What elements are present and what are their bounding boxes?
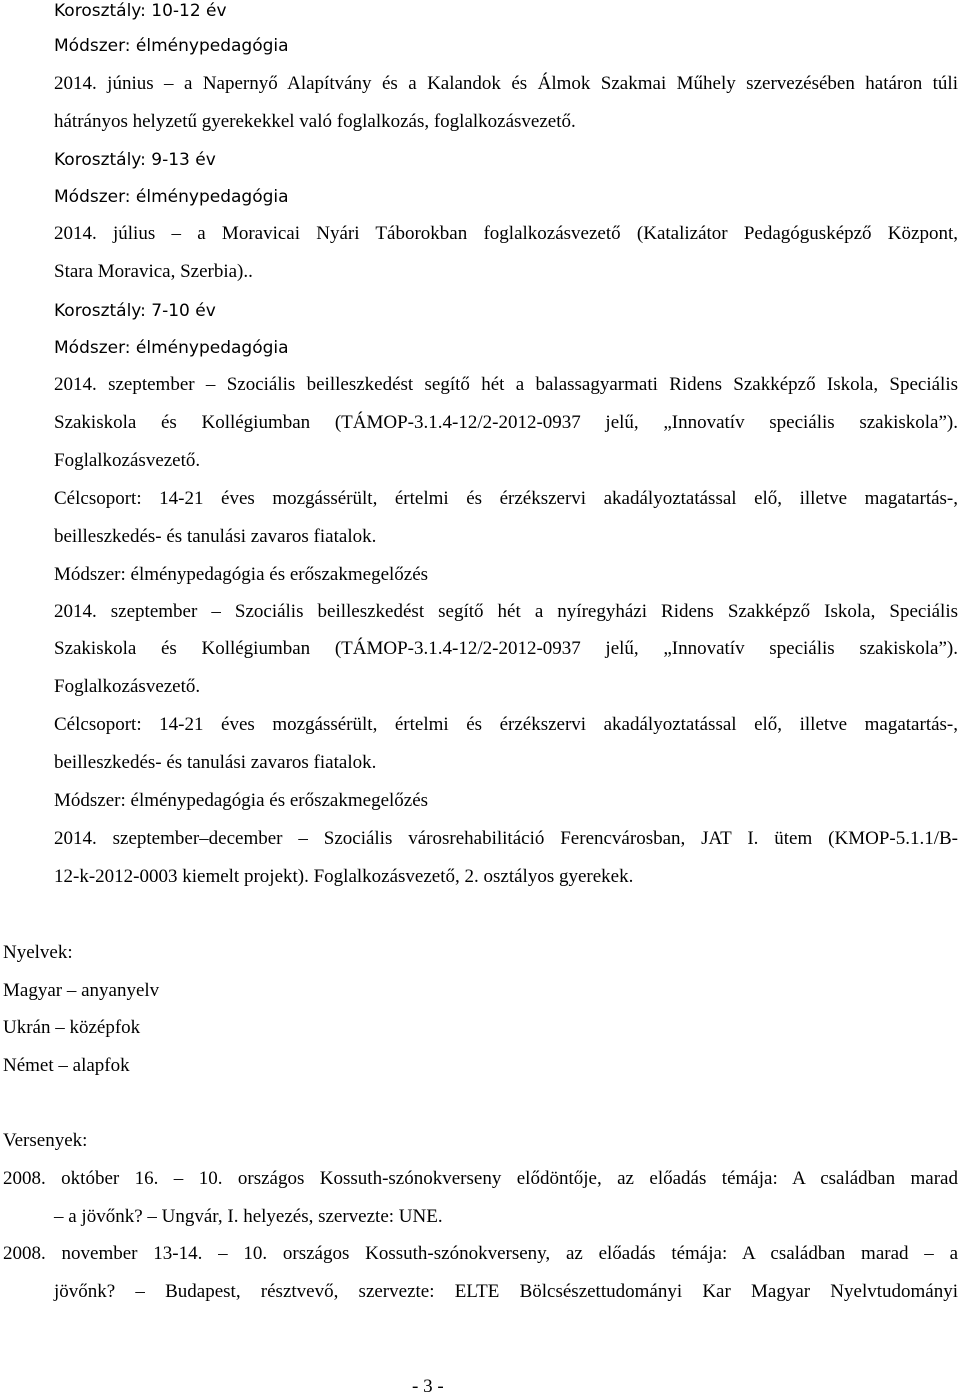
method-line: Módszer: élménypedagógia <box>54 187 289 207</box>
entry-line: hátrányos helyzetű gyerekekkel való foglalkozás, foglalkozásvezető. <box>54 111 576 132</box>
entry-line: 2014. szeptember – Szociális beilleszkedést segítő hét a balassagyarmati Ridens Szakképző Iskola, Speciális <box>54 374 958 395</box>
languages-heading: Nyelvek: <box>3 942 73 963</box>
language-item: Magyar – anyanyelv <box>3 980 160 1001</box>
entry-line: Szakiskola és Kollégiumban (TÁMOP-3.1.4-12/2-2012-0937 jelű, „Innovatív speciális szakiskola”). <box>54 412 958 433</box>
language-item: Ukrán – középfok <box>3 1017 141 1038</box>
entry-line: Stara Moravica, Szerbia).. <box>54 261 253 282</box>
target-group-line: beilleszkedés- és tanulási zavaros fiatalok. <box>54 752 377 773</box>
age-group-line: Korosztály: 7-10 év <box>54 301 216 321</box>
entry-line: 2014. szeptember–december – Szociális városrehabilitáció Ferencvárosban, JAT I. ütem (KMOP-5.1.1/B- <box>54 828 958 849</box>
entry-line: Foglalkozásvezető. <box>54 676 201 697</box>
entry-line: Szakiskola és Kollégiumban (TÁMOP-3.1.4-12/2-2012-0937 jelű, „Innovatív speciális szakiskola”). <box>54 638 958 659</box>
entry-line: 12-k-2012-0003 kiemelt projekt). Foglalkozásvezető, 2. osztályos gyerekek. <box>54 866 634 887</box>
language-item: Német – alapfok <box>3 1055 130 1076</box>
age-group-line: Korosztály: 10-12 év <box>54 1 227 21</box>
method-line: Módszer: élménypedagógia és erőszakmegelőzés <box>54 790 429 811</box>
target-group-line: Célcsoport: 14-21 éves mozgássérült, értelmi és érzékszervi akadályoztatással elő, illetve magatartás-, <box>54 714 958 735</box>
competitions-heading: Versenyek: <box>3 1130 88 1151</box>
age-group-line: Korosztály: 9-13 év <box>54 150 216 170</box>
target-group-line: Célcsoport: 14-21 éves mozgássérült, értelmi és érzékszervi akadályoztatással elő, illetve magatartás-, <box>54 488 958 509</box>
page-number: - 3 - <box>412 1376 444 1397</box>
entry-line: Foglalkozásvezető. <box>54 450 201 471</box>
competition-entry-line: 2008. november 13-14. – 10. országos Kossuth-szónokverseny, az előadás témája: A családban marad – a <box>3 1243 958 1264</box>
method-line: Módszer: élménypedagógia és erőszakmegelőzés <box>54 564 429 585</box>
target-group-line: beilleszkedés- és tanulási zavaros fiatalok. <box>54 526 377 547</box>
competition-entry-line: jövőnk? – Budapest, résztvevő, szervezte: ELTE Bölcsészettudományi Kar Magyar Nyelvtudományi <box>54 1281 958 1302</box>
entry-line: 2014. június – a Napernyő Alapítvány és a Kalandok és Álmok Szakmai Műhely szervezésében határon túli <box>54 73 958 94</box>
method-line: Módszer: élménypedagógia <box>54 338 289 358</box>
competition-entry-line: – a jövőnk? – Ungvár, I. helyezés, szervezte: UNE. <box>54 1206 443 1227</box>
entry-line: 2014. július – a Moravicai Nyári Táborokban foglalkozásvezető (Katalizátor Pedagógusképző Központ, <box>54 223 958 244</box>
entry-line: 2014. szeptember – Szociális beilleszkedést segítő hét a nyíregyházi Ridens Szakképző Iskola, Speciális <box>54 601 958 622</box>
competition-entry-line: 2008. október 16. – 10. országos Kossuth-szónokverseny elődöntője, az előadás témája: A családban marad <box>3 1168 958 1189</box>
method-line: Módszer: élménypedagógia <box>54 36 289 56</box>
